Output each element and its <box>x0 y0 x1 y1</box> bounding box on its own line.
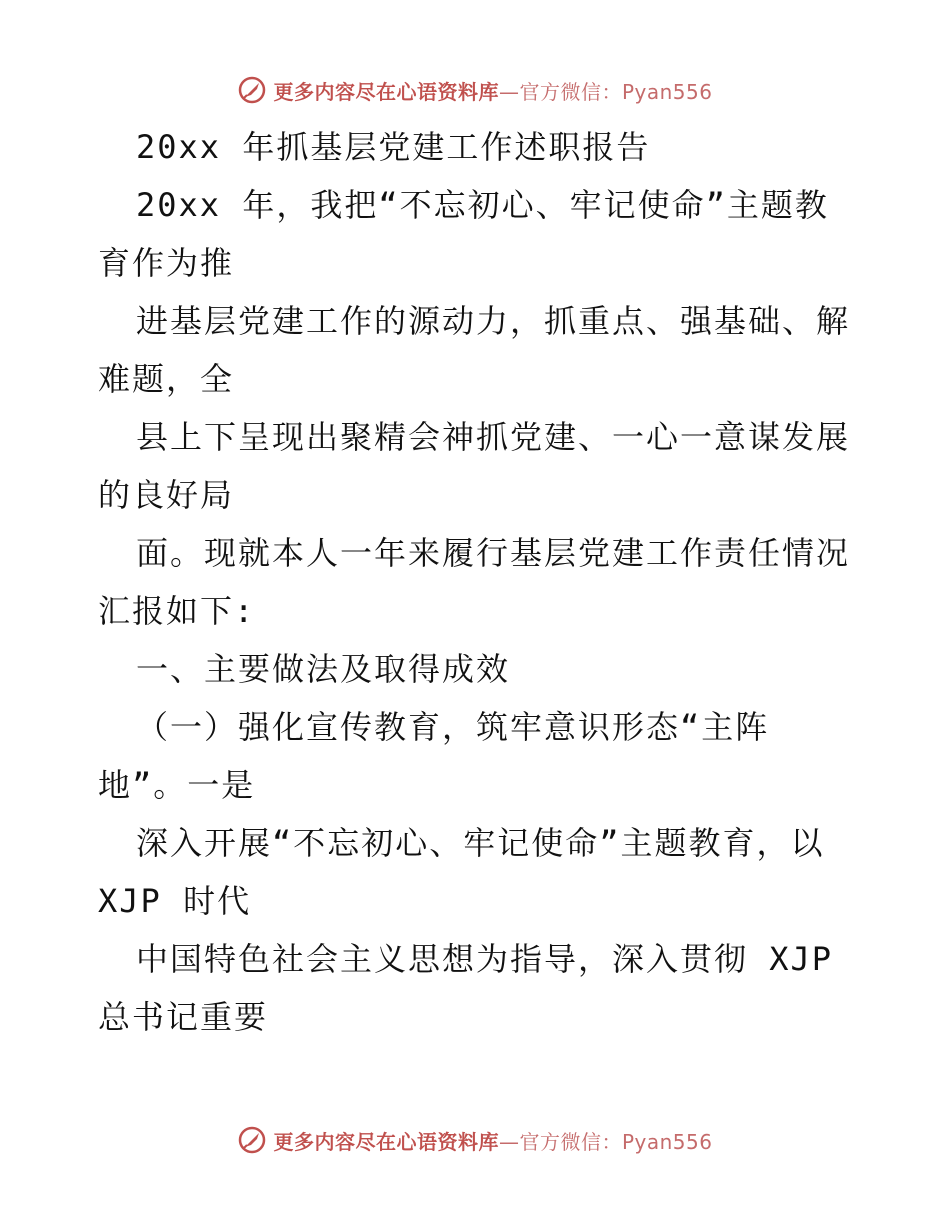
header-watermark <box>0 70 950 110</box>
text-line: 20xx 年，我把“不忘初心、牢记使命”主题教 <box>136 186 829 224</box>
pen-feather-logo-icon <box>237 1125 267 1155</box>
text-line: 县上下呈现出聚精会神抓党建、一心一意谋发展 <box>136 418 851 456</box>
text-line: 总书记重要 <box>98 998 269 1036</box>
watermark-sub-text: —官方微信：Pyan556 <box>498 79 713 104</box>
text-line: 深入开展“不忘初心、牢记使命”主题教育，以 <box>136 824 825 862</box>
text-line: 育作为推 <box>98 244 235 282</box>
pen-feather-logo-icon <box>237 75 267 105</box>
watermark-main-text: 更多内容尽在心语资料库 <box>273 1129 499 1154</box>
section-heading: 一、主要做法及取得成效 <box>136 650 511 688</box>
text-line: XJP 时代 <box>98 882 252 920</box>
footer-watermark <box>0 1120 950 1160</box>
text-line: 中国特色社会主义思想为指导，深入贯彻 XJP <box>136 940 834 978</box>
document-title: 20xx 年抓基层党建工作述职报告 <box>136 128 651 166</box>
document-body <box>98 118 858 1046</box>
text-line: 汇报如下: <box>98 592 256 630</box>
text-line: 的良好局 <box>98 476 235 514</box>
text-line: 地”。一是 <box>98 766 256 804</box>
text-line: 面。现就本人一年来履行基层党建工作责任情况 <box>136 534 851 572</box>
text-line: 难题，全 <box>98 360 235 398</box>
subsection-heading: （一）强化宣传教育，筑牢意识形态“主阵 <box>136 708 770 746</box>
document-lines <box>98 176 858 1046</box>
watermark-sub-text: —官方微信：Pyan556 <box>498 1129 713 1154</box>
watermark-main-text: 更多内容尽在心语资料库 <box>273 79 499 104</box>
text-line: 进基层党建工作的源动力，抓重点、强基础、解 <box>136 302 851 340</box>
